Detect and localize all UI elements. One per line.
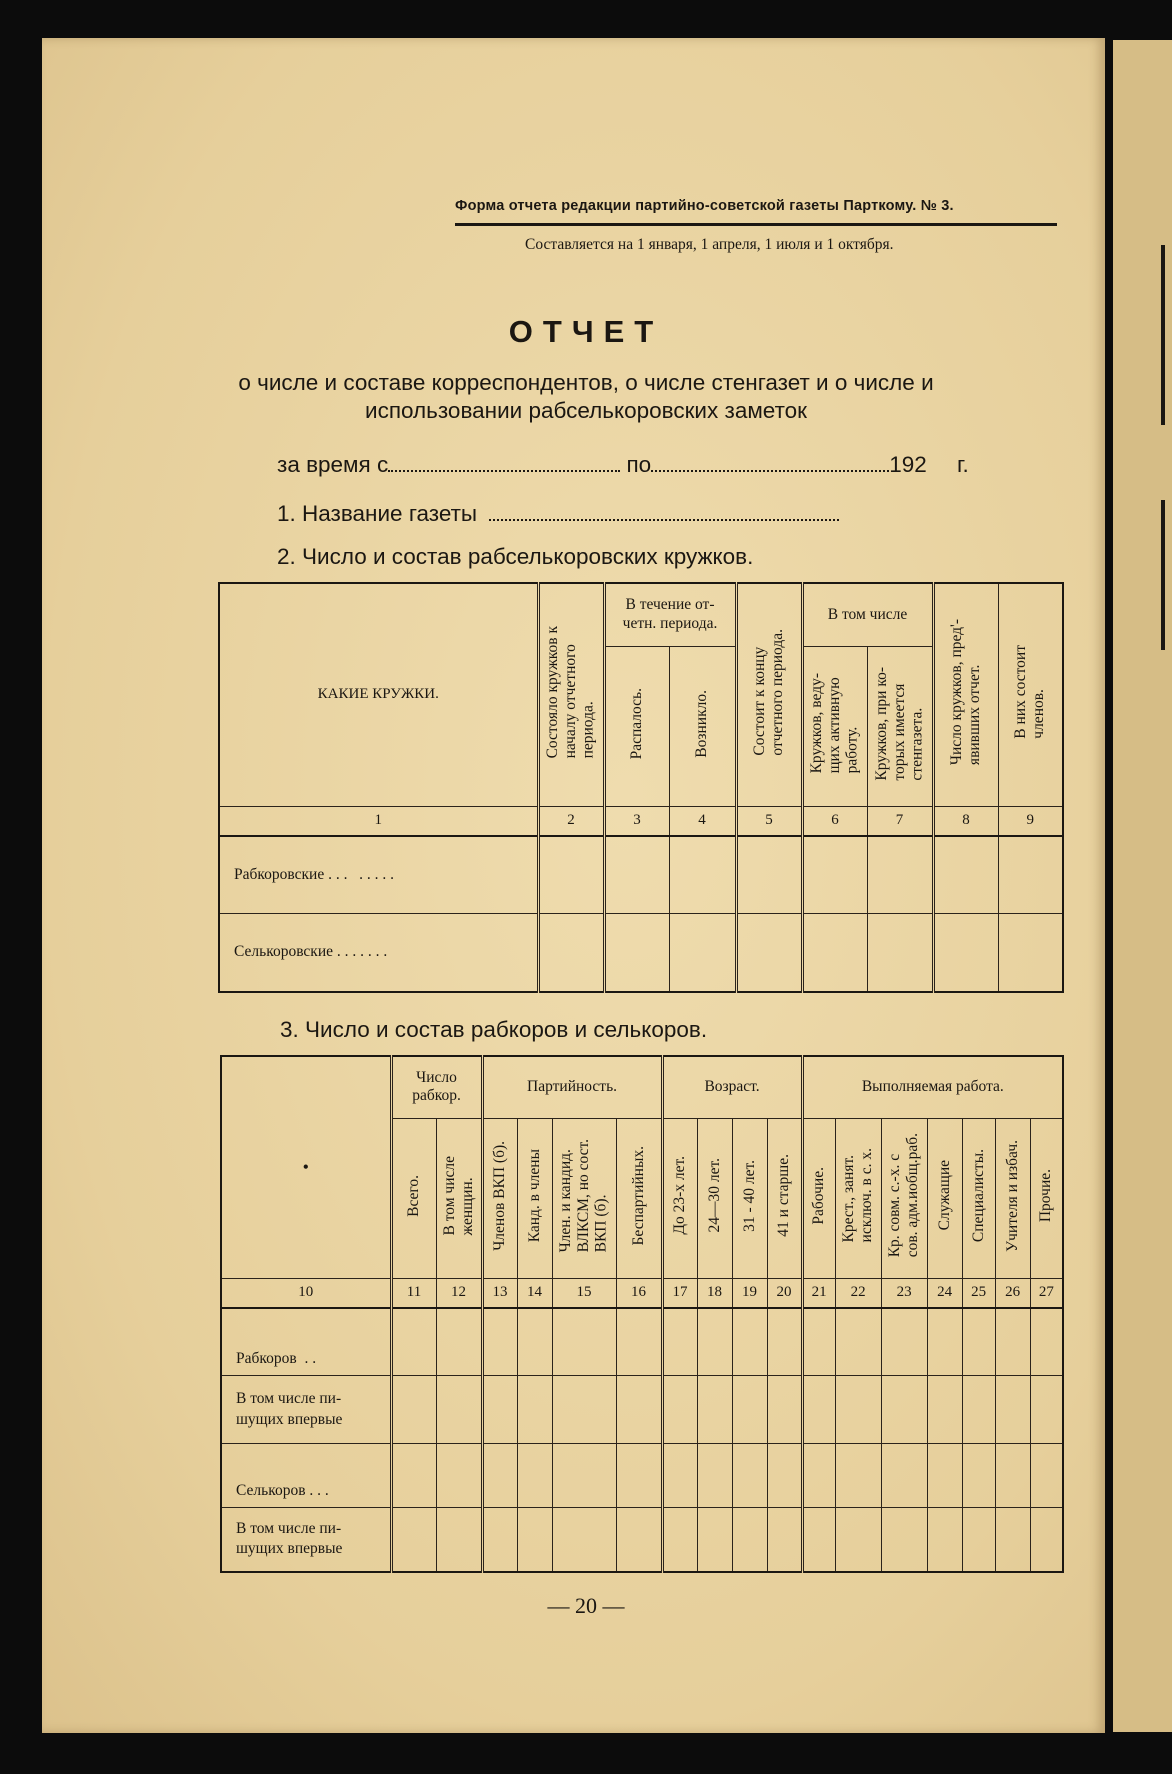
col-number: 17: [662, 1278, 697, 1308]
data-cell: [391, 1508, 436, 1572]
data-cell: [732, 1308, 767, 1376]
compiled-note: Составляется на 1 января, 1 апреля, 1 июля и 1 октября.: [525, 236, 894, 253]
col-header-14: Канд. в члены: [517, 1118, 552, 1278]
col-header-5: Состоит к концу отчетного периода.: [736, 583, 802, 806]
col-number: 14: [517, 1278, 552, 1308]
data-cell: [962, 1376, 995, 1444]
section1-label: 1. Название газеты: [277, 501, 839, 527]
data-cell: [391, 1308, 436, 1376]
group-header-period: В течение от- четн. периода.: [604, 583, 736, 646]
period-to-label: по: [626, 452, 652, 477]
col-number: 8: [933, 806, 998, 836]
col-number: 11: [391, 1278, 436, 1308]
data-cell: [482, 1508, 517, 1572]
data-cell: [662, 1308, 697, 1376]
col-number: 9: [998, 806, 1063, 836]
data-cell: [802, 1376, 835, 1444]
group-header-count: Число рабкор.: [391, 1056, 482, 1118]
data-cell: [517, 1444, 552, 1508]
data-cell: [835, 1444, 881, 1508]
data-cell: [436, 1444, 482, 1508]
row-label: В том числе пи- шущих впервые: [221, 1508, 391, 1572]
col-header-19: 31 - 40 лет.: [732, 1118, 767, 1278]
page-number: — 20 —: [547, 1593, 625, 1618]
circles-table: [218, 582, 1064, 993]
period-from-blank: [388, 454, 620, 472]
data-cell: [662, 1444, 697, 1508]
form-title: Форма отчета редакции партийно-советской газеты Парткому. № 3.: [455, 198, 954, 214]
row-label-selkor: Селькоровские . . . . . . .: [219, 914, 538, 992]
col-number: 3: [604, 806, 669, 836]
newspaper-name-blank: [489, 503, 839, 521]
data-cell: [1030, 1444, 1063, 1508]
section3-label: 3. Число и состав рабкоров и селькоров.: [280, 1017, 708, 1042]
col-header-23: Кр. совм. с.-х. с сов. адм.иобщ.раб.: [881, 1118, 927, 1278]
period-line: [277, 452, 969, 478]
col-header-26: Учителя и избач.: [995, 1118, 1030, 1278]
col-header-15: Член. и кандид. ВЛКСМ, но сост. ВКП (б).: [552, 1118, 616, 1278]
data-cell: [767, 1444, 802, 1508]
data-cell: [616, 1444, 662, 1508]
data-cell: [995, 1508, 1030, 1572]
period-to-blank: [651, 454, 889, 472]
data-cell: [436, 1376, 482, 1444]
data-cell: [616, 1376, 662, 1444]
group-header-age: Возраст.: [662, 1056, 802, 1118]
group-header-including: В том числе: [802, 583, 933, 646]
row-label-rabkor: Рабкоровские . . . . . . . .: [219, 836, 538, 914]
col-number: 23: [881, 1278, 927, 1308]
col-header-13: Членов ВКП (б).: [482, 1118, 517, 1278]
corner-mark: •: [221, 1056, 391, 1278]
row-label: Рабкоров . .: [221, 1308, 391, 1376]
data-cell: [962, 1444, 995, 1508]
col-number: 12: [436, 1278, 482, 1308]
data-cell: [517, 1308, 552, 1376]
data-cell: [1030, 1508, 1063, 1572]
data-cell: [732, 1376, 767, 1444]
data-cell: [697, 1508, 732, 1572]
col-number: 1: [219, 806, 538, 836]
data-cell: [767, 1376, 802, 1444]
data-cell: [881, 1376, 927, 1444]
data-cell: [881, 1508, 927, 1572]
col-header-3: Распалось.: [604, 646, 669, 806]
data-cell: [552, 1508, 616, 1572]
table-row: [219, 836, 1063, 914]
data-cell: [732, 1508, 767, 1572]
col-number: 15: [552, 1278, 616, 1308]
data-cell: [482, 1308, 517, 1376]
col-number: 16: [616, 1278, 662, 1308]
col-header-24: Служащие: [927, 1118, 962, 1278]
data-cell: [616, 1508, 662, 1572]
col-header-22: Крест., занят. исключ. в с. х.: [835, 1118, 881, 1278]
data-cell: [482, 1444, 517, 1508]
data-cell: [436, 1508, 482, 1572]
col-header-4: Возникло.: [669, 646, 736, 806]
table-row: [221, 1376, 1063, 1444]
data-cell: [802, 1444, 835, 1508]
data-cell: [835, 1508, 881, 1572]
data-cell: [835, 1308, 881, 1376]
data-cell: [616, 1308, 662, 1376]
data-cell: [662, 1376, 697, 1444]
col-number: 6: [802, 806, 867, 836]
data-cell: [1030, 1308, 1063, 1376]
data-cell: [517, 1376, 552, 1444]
col-number: 5: [736, 806, 802, 836]
data-cell: [552, 1376, 616, 1444]
col-header-circles: КАКИЕ КРУЖКИ.: [219, 583, 538, 806]
col-number: 22: [835, 1278, 881, 1308]
col-number: 19: [732, 1278, 767, 1308]
data-cell: [391, 1376, 436, 1444]
period-year-suffix: г.: [957, 452, 969, 477]
report-title: ОТЧЕТ: [508, 314, 664, 349]
report-subtitle-line1: о числе и составе корреспондентов, о числе стенгазет и о числе и: [238, 370, 934, 395]
col-number: 25: [962, 1278, 995, 1308]
table-row: [221, 1508, 1063, 1572]
data-cell: [697, 1376, 732, 1444]
data-cell: [927, 1508, 962, 1572]
col-header-25: Специалисты.: [962, 1118, 995, 1278]
col-header-21: Рабочие.: [802, 1118, 835, 1278]
data-cell: [927, 1308, 962, 1376]
data-cell: [436, 1308, 482, 1376]
data-cell: [517, 1508, 552, 1572]
col-header-16: Беспартийных.: [616, 1118, 662, 1278]
col-header-8: Число кружков, пред'- явивших отчет.: [933, 583, 998, 806]
table-row: [221, 1444, 1063, 1508]
col-header-12: В том числе женщин.: [436, 1118, 482, 1278]
group-header-party: Партийность.: [482, 1056, 662, 1118]
data-cell: [995, 1376, 1030, 1444]
group-header-work: Выполняемая работа.: [802, 1056, 1063, 1118]
data-cell: [881, 1444, 927, 1508]
data-cell: [835, 1376, 881, 1444]
col-header-7: Кружков, при ко- торых имеется стенгазета.: [867, 646, 933, 806]
data-cell: [995, 1444, 1030, 1508]
data-cell: [697, 1308, 732, 1376]
col-header-11: Всего.: [391, 1118, 436, 1278]
col-number: 2: [538, 806, 604, 836]
col-number: 13: [482, 1278, 517, 1308]
adjacent-page-edge: [1113, 40, 1172, 1732]
correspondents-table: [220, 1055, 1064, 1573]
data-cell: [927, 1444, 962, 1508]
data-cell: [552, 1308, 616, 1376]
col-number: 20: [767, 1278, 802, 1308]
row-label: В том числе пи- шущих впервые: [221, 1376, 391, 1444]
col-number: 24: [927, 1278, 962, 1308]
data-cell: [927, 1376, 962, 1444]
col-header-17: До 23-х лет.: [662, 1118, 697, 1278]
report-subtitle-line2: использовании рабселькоровских заметок: [365, 398, 807, 423]
data-cell: [995, 1308, 1030, 1376]
data-cell: [1030, 1376, 1063, 1444]
period-year: 192: [889, 452, 927, 477]
table-row: [221, 1308, 1063, 1376]
data-cell: [391, 1444, 436, 1508]
data-cell: [697, 1444, 732, 1508]
col-number: 4: [669, 806, 736, 836]
data-cell: [881, 1308, 927, 1376]
data-cell: [962, 1308, 995, 1376]
table-row: [219, 914, 1063, 992]
col-number: 18: [697, 1278, 732, 1308]
data-cell: [552, 1444, 616, 1508]
data-cell: [802, 1508, 835, 1572]
col-header-6: Кружков, веду- щих активную работу.: [802, 646, 867, 806]
col-header-9: В них состоит членов.: [998, 583, 1063, 806]
data-cell: [732, 1444, 767, 1508]
col-number: 10: [221, 1278, 391, 1308]
period-from-label: за время с: [277, 452, 389, 477]
data-cell: [767, 1308, 802, 1376]
col-header-20: 41 и старше.: [767, 1118, 802, 1278]
col-header-27: Прочие.: [1030, 1118, 1063, 1278]
col-header-18: 24—30 лет.: [697, 1118, 732, 1278]
data-cell: [662, 1508, 697, 1572]
row-label: Селькоров . . .: [221, 1444, 391, 1508]
col-number: 21: [802, 1278, 835, 1308]
section2-label: 2. Число и состав рабселькоровских кружков.: [277, 544, 754, 569]
header-rule: [455, 223, 1057, 226]
col-number: 26: [995, 1278, 1030, 1308]
data-cell: [767, 1508, 802, 1572]
data-cell: [482, 1376, 517, 1444]
data-cell: [962, 1508, 995, 1572]
col-number: 27: [1030, 1278, 1063, 1308]
col-number: 7: [867, 806, 933, 836]
data-cell: [802, 1308, 835, 1376]
col-header-2: Состояло кружков к началу отчетного периода.: [538, 583, 604, 806]
